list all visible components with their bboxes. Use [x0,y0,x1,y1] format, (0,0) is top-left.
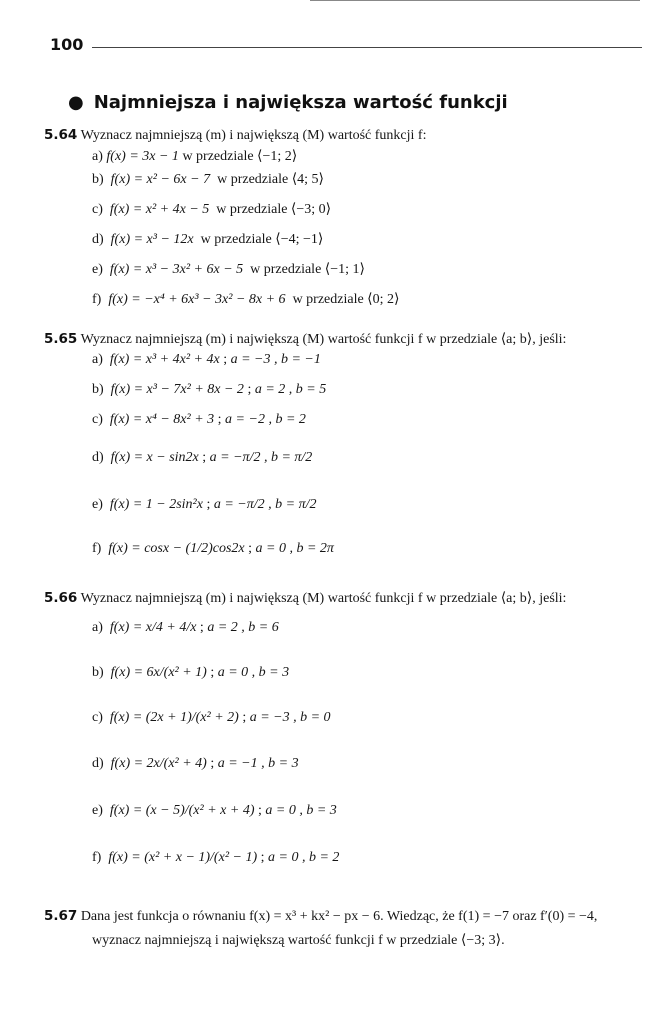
section-title-text: Najmniejsza i największa wartość funkcji [93,92,508,113]
item-row: d) f(x) = x − sin2x ; a = −π/2 , b = π/2 [92,450,313,465]
item-row: f) f(x) = cosx − (1/2)cos2x ; a = 0 , b = 2π [92,541,334,556]
section-title [68,92,508,113]
problem-header [44,590,566,607]
page-number: 100 [50,35,84,54]
problem-instruction: Wyznacz najmniejszą (m) i największą (M) wartość funkcji f w przedziale ⟨a; b⟩, jeśli: [80,332,567,347]
problem-text-line-2: wyznacz najmniejszą i największą wartość funkcji f w przedziale ⟨−3; 3⟩. [92,933,505,948]
item-row: a) f(x) = x³ + 4x² + 4x ; a = −3 , b = −1 [92,352,321,367]
item-row: c) f(x) = (2x + 1)/(x² + 2) ; a = −3 , b = 0 [92,710,331,725]
item-row: b) f(x) = 6x/(x² + 1) ; a = 0 , b = 3 [92,665,290,680]
problem-text-line-1: Dana jest funkcja o równaniu f(x) = x³ + kx² − px − 6. Wiedząc, że f(1) = −7 oraz f′(0) = −4, [80,909,598,924]
problem-number: 5.66 [44,590,78,606]
item-row: e) f(x) = (x − 5)/(x² + x + 4) ; a = 0 , b = 3 [92,803,337,818]
item-row: e) f(x) = x³ − 3x² + 6x − 5 w przedziale ⟨−1; 1⟩ [92,262,365,277]
problem-instruction: Wyznacz najmniejszą (m) i największą (M) wartość funkcji f w przedziale ⟨a; b⟩, jeśli: [80,591,567,606]
item-row: d) f(x) = x³ − 12x w przedziale ⟨−4; −1⟩ [92,232,324,247]
bullet-icon: ● [68,92,84,113]
problem-number: 5.67 [44,908,78,924]
item-row: b) f(x) = x³ − 7x² + 8x − 2 ; a = 2 , b = 5 [92,382,327,397]
item-row: f) f(x) = (x² + x − 1)/(x² − 1) ; a = 0 , b = 2 [92,850,340,865]
problem-header [44,331,566,348]
item-row: a) f(x) = 3x − 1 w przedziale ⟨−1; 2⟩ [92,149,298,164]
top-edge-rule [310,0,640,1]
header-rule [92,47,642,48]
item-row: c) f(x) = x⁴ − 8x² + 3 ; a = −2 , b = 2 [92,412,306,427]
item-row: d) f(x) = 2x/(x² + 4) ; a = −1 , b = 3 [92,756,299,771]
problem-header [44,127,426,144]
item-row: b) f(x) = x² − 6x − 7 w przedziale ⟨4; 5⟩ [92,172,325,187]
problem-number: 5.64 [44,127,78,143]
problem-number: 5.65 [44,331,78,347]
problem-instruction: Wyznacz najmniejszą (m) i największą (M) wartość funkcji f: [80,128,427,143]
problem-header [44,908,597,925]
item-row: e) f(x) = 1 − 2sin²x ; a = −π/2 , b = π/2 [92,497,317,512]
item-row: f) f(x) = −x⁴ + 6x³ − 3x² − 8x + 6 w przedziale ⟨0; 2⟩ [92,292,400,307]
item-row: c) f(x) = x² + 4x − 5 w przedziale ⟨−3; 0⟩ [92,202,332,217]
item-row: a) f(x) = x/4 + 4/x ; a = 2 , b = 6 [92,620,279,635]
